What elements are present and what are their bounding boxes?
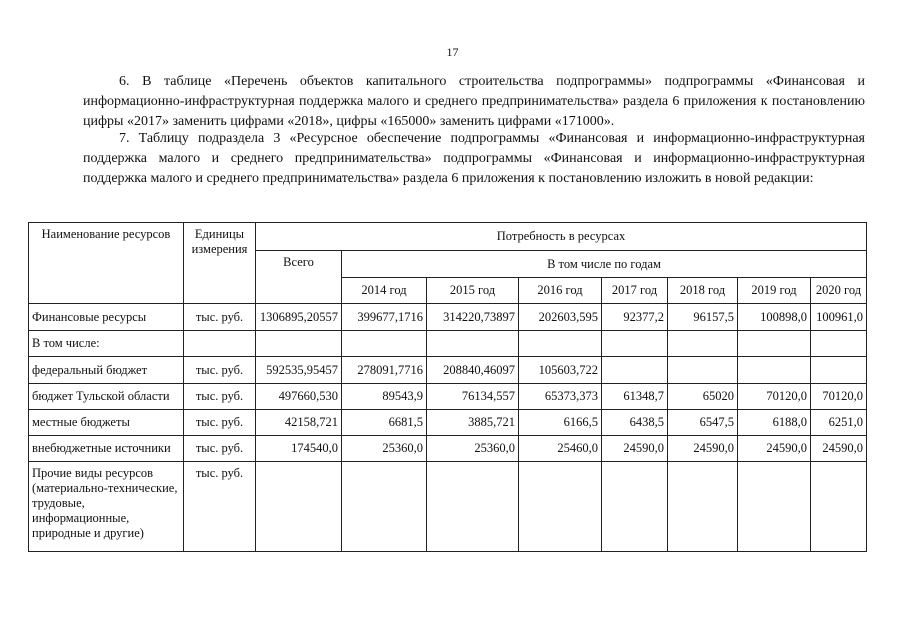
- year-value-cell: [811, 462, 867, 552]
- year-value-cell: [811, 331, 867, 357]
- year-value-cell: 100961,0: [811, 304, 867, 331]
- resource-table: [28, 222, 867, 552]
- total-cell: 497660,530: [256, 384, 342, 410]
- year-value-cell: [602, 462, 668, 552]
- resource-name-cell: Прочие виды ресурсов (материально-технические, трудовые, информационные, природные и другие): [29, 462, 184, 552]
- year-value-cell: 92377,2: [602, 304, 668, 331]
- year-value-cell: [668, 331, 738, 357]
- table-row: [29, 436, 867, 462]
- resource-name-cell: внебюджетные источники: [29, 436, 184, 462]
- year-value-cell: [342, 462, 427, 552]
- paragraph-6: [83, 72, 865, 132]
- year-value-cell: 6547,5: [668, 410, 738, 436]
- paragraph-7-text: Таблицу подраздела 3 «Ресурсное обеспечение подпрограммы «Финансовая и информационно-инфраструктурная поддержка малого и среднего предпринимательства» подпрограммы «Финансовая и информационно-инфраструктурная поддержка малого и среднего предпринимательства» раздела 6 приложения к постановлению изложить в новой редакции:: [83, 131, 865, 186]
- year-value-cell: 61348,7: [602, 384, 668, 410]
- year-value-cell: 6438,5: [602, 410, 668, 436]
- year-value-cell: 278091,7716: [342, 357, 427, 384]
- year-value-cell: 314220,73897: [427, 304, 519, 331]
- resource-name-cell: местные бюджеты: [29, 410, 184, 436]
- resource-name-cell: В том числе:: [29, 331, 184, 357]
- header-by-years: В том числе по годам: [342, 251, 867, 278]
- year-value-cell: 96157,5: [668, 304, 738, 331]
- header-year: 2015 год: [427, 278, 519, 304]
- year-value-cell: 89543,9: [342, 384, 427, 410]
- year-value-cell: [342, 331, 427, 357]
- year-value-cell: 24590,0: [738, 436, 811, 462]
- header-year: 2020 год: [811, 278, 867, 304]
- table-row: [29, 304, 867, 331]
- header-year: 2017 год: [602, 278, 668, 304]
- resource-name-cell: Финансовые ресурсы: [29, 304, 184, 331]
- page-number: 17: [446, 45, 459, 59]
- total-cell: 174540,0: [256, 436, 342, 462]
- header-year: 2018 год: [668, 278, 738, 304]
- year-value-cell: [427, 331, 519, 357]
- table-row: [29, 331, 867, 357]
- year-value-cell: 70120,0: [811, 384, 867, 410]
- table-row: [29, 462, 867, 552]
- header-year: 2014 год: [342, 278, 427, 304]
- year-value-cell: 24590,0: [602, 436, 668, 462]
- year-value-cell: [738, 357, 811, 384]
- header-year: 2016 год: [519, 278, 602, 304]
- year-value-cell: [519, 331, 602, 357]
- table-row: [29, 357, 867, 384]
- header-resource-name: Наименование ресурсов: [29, 223, 184, 304]
- year-value-cell: 399677,1716: [342, 304, 427, 331]
- year-value-cell: [668, 462, 738, 552]
- year-value-cell: 25360,0: [427, 436, 519, 462]
- resource-name-cell: федеральный бюджет: [29, 357, 184, 384]
- total-cell: 592535,95457: [256, 357, 342, 384]
- year-value-cell: [427, 462, 519, 552]
- resource-name-cell: бюджет Тульской области: [29, 384, 184, 410]
- year-value-cell: 100898,0: [738, 304, 811, 331]
- year-value-cell: 24590,0: [811, 436, 867, 462]
- unit-cell: тыс. руб.: [184, 357, 256, 384]
- unit-cell: тыс. руб.: [184, 436, 256, 462]
- total-cell: 1306895,20557: [256, 304, 342, 331]
- year-value-cell: 70120,0: [738, 384, 811, 410]
- header-unit: Единицы измерения: [184, 223, 256, 304]
- year-value-cell: [738, 331, 811, 357]
- year-value-cell: [602, 331, 668, 357]
- year-value-cell: 76134,557: [427, 384, 519, 410]
- header-need: Потребность в ресурсах: [256, 223, 867, 251]
- year-value-cell: 6188,0: [738, 410, 811, 436]
- year-value-cell: 6251,0: [811, 410, 867, 436]
- header-total: Всего: [256, 251, 342, 304]
- paragraph-7-number: 7.: [119, 131, 130, 146]
- year-value-cell: [811, 357, 867, 384]
- unit-cell: [184, 331, 256, 357]
- year-value-cell: 3885,721: [427, 410, 519, 436]
- total-cell: [256, 462, 342, 552]
- year-value-cell: 25460,0: [519, 436, 602, 462]
- year-value-cell: 202603,595: [519, 304, 602, 331]
- unit-cell: тыс. руб.: [184, 384, 256, 410]
- paragraph-7: [83, 129, 865, 189]
- year-value-cell: 208840,46097: [427, 357, 519, 384]
- table-row: [29, 410, 867, 436]
- year-value-cell: [738, 462, 811, 552]
- unit-cell: тыс. руб.: [184, 410, 256, 436]
- year-value-cell: 6166,5: [519, 410, 602, 436]
- unit-cell: тыс. руб.: [184, 462, 256, 552]
- year-value-cell: [519, 462, 602, 552]
- table-body: [29, 304, 867, 552]
- year-value-cell: [668, 357, 738, 384]
- paragraph-6-number: 6.: [119, 74, 130, 89]
- paragraph-6-text: В таблице «Перечень объектов капитального строительства подпрограммы» подпрограммы «Финансовая и информационно-инфраструктурная поддержка малого и среднего предпринимательства» раздела 6 приложения к постановлению цифры «2017» заменить цифрами «2018», цифры «165000» заменить цифрами «171000».: [83, 74, 865, 129]
- table-row: [29, 384, 867, 410]
- year-value-cell: 65020: [668, 384, 738, 410]
- year-value-cell: 65373,373: [519, 384, 602, 410]
- unit-cell: тыс. руб.: [184, 304, 256, 331]
- year-value-cell: 25360,0: [342, 436, 427, 462]
- total-cell: 42158,721: [256, 410, 342, 436]
- year-value-cell: 24590,0: [668, 436, 738, 462]
- total-cell: [256, 331, 342, 357]
- year-value-cell: 105603,722: [519, 357, 602, 384]
- header-year: 2019 год: [738, 278, 811, 304]
- year-value-cell: [602, 357, 668, 384]
- year-value-cell: 6681,5: [342, 410, 427, 436]
